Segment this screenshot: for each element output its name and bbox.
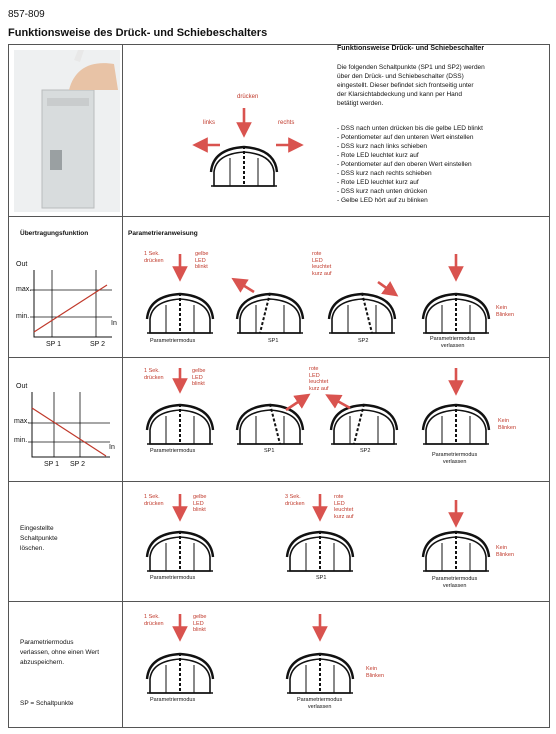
r1-switch-exit — [423, 293, 489, 333]
row3-line: löschen. — [20, 545, 45, 552]
r2-right-arrow — [286, 398, 304, 410]
r3-switch-exit — [423, 531, 489, 571]
label-parametrier: Parametrieranweisung — [128, 230, 198, 237]
r3-sp1-label: SP1 — [316, 575, 327, 581]
r1-switch-mode — [147, 293, 213, 333]
step-item: - Rote LED leuchtet kurz auf — [337, 179, 419, 186]
intro-line: eingestellt. Dieser befindet sich frontseitig unter — [337, 82, 474, 89]
r3-press3-label: 3 Sek. drücken — [285, 494, 305, 507]
graph2-in: In — [109, 444, 115, 451]
r2-press-label: 1 Sek. drücken — [144, 368, 164, 381]
r4-yellow-label: gelbe LED blinkt — [193, 614, 207, 633]
step-item: - Gelbe LED hört auf zu blinken — [337, 197, 428, 204]
r2-sp1-label: SP1 — [264, 448, 275, 454]
intro-line: betätigt werden. — [337, 100, 384, 107]
intro-line: der Klarsichtabdeckung und kann per Hand — [337, 91, 463, 98]
step-item: - Potentiometer auf den oberen Wert einstellen — [337, 161, 472, 168]
graph2-sp2: SP 2 — [70, 461, 86, 468]
r3-noblink-label: Kein Blinken — [496, 545, 515, 558]
r4-noblink-label: Kein Blinken — [366, 666, 385, 679]
r4-mode-label: Parametriermodus — [150, 697, 196, 703]
r4-switch-exit — [287, 653, 353, 693]
step-item: - DSS kurz nach links schieben — [337, 143, 427, 150]
intro-line: Die folgenden Schaltpunkte (SP1 und SP2) werden — [337, 64, 485, 71]
row3-line: Schaltpunkte — [20, 535, 58, 542]
r1-press-label: 1 Sek. drücken — [144, 251, 164, 264]
graph1-sp1: SP 1 — [46, 341, 62, 348]
transfer-graph-rising — [30, 270, 112, 337]
r2-switch-sp2 — [331, 404, 397, 444]
step-item: - Rote LED leuchtet kurz auf — [337, 152, 419, 159]
transfer-graph-falling — [28, 392, 110, 457]
page-title: Funktionsweise des Drück- und Schiebeschalters — [8, 27, 268, 39]
r1-sp1-label: SP1 — [268, 338, 279, 344]
graph1-sp2: SP 2 — [90, 341, 106, 348]
step-item: - DSS kurz nach unten drücken — [337, 188, 428, 195]
r3-mode-label: Parametriermodus — [150, 575, 196, 581]
r1-left-arrow — [238, 282, 254, 292]
r1-red-label: rote LED leuchtet kurz auf — [312, 251, 332, 277]
r1-mode-label: Parametriermodus — [150, 338, 196, 344]
r3-switch-mode — [147, 531, 213, 571]
graph2-out: Out — [16, 383, 28, 390]
r2-sp2-label: SP2 — [360, 448, 371, 454]
article-number: 857-809 — [8, 9, 45, 20]
r3-press-label: 1 Sek. drücken — [144, 494, 164, 507]
step-item: - DSS kurz nach rechts schieben — [337, 170, 432, 177]
label-rechts: rechts — [278, 120, 295, 126]
legend: SP = Schaltpunkte — [20, 700, 74, 707]
row4-line: verlassen, ohne einen Wert — [20, 649, 100, 656]
row3-line: Eingestellte — [20, 525, 54, 532]
graph1-max: max. — [16, 286, 32, 293]
r3-exit-label: Parametriermodus verlassen — [432, 576, 478, 589]
r1-right-arrow — [378, 282, 392, 292]
r1-switch-sp1 — [237, 293, 303, 333]
r2-switch-mode — [147, 404, 213, 444]
r1-switch-sp2 — [329, 293, 395, 333]
r1-sp2-label: SP2 — [358, 338, 369, 344]
graph1-in: In — [111, 320, 117, 327]
r2-switch-sp1 — [237, 404, 303, 444]
r2-yellow-label: gelbe LED blinkt — [192, 368, 206, 387]
step-item: - DSS nach unten drücken bis die gelbe LED blinkt — [337, 125, 483, 132]
r2-switch-exit — [423, 404, 489, 444]
graph1-out: Out — [16, 261, 28, 268]
step-item: - Potentiometer auf den unteren Wert einstellen — [337, 134, 474, 141]
r4-press-label: 1 Sek. drücken — [144, 614, 164, 627]
r2-left-arrow — [332, 398, 350, 408]
r3-red-label: rote LED leuchtet kurz auf — [334, 494, 354, 520]
r2-exit-label: Parametriermodus verlassen — [432, 452, 478, 465]
r2-red-label: rote LED leuchtet kurz auf — [309, 366, 329, 392]
top-heading: Funktionsweise Drück- und Schiebeschalter — [337, 45, 485, 52]
label-uebertragung: Übertragungsfunktion — [20, 230, 89, 237]
graph1-min: min. — [16, 313, 30, 320]
graph2-sp1: SP 1 — [44, 461, 60, 468]
label-druecken: drücken — [237, 94, 259, 100]
graph2-max: max. — [14, 418, 30, 425]
top-switch — [211, 146, 277, 186]
r1-yellow-label: gelbe LED blinkt — [195, 251, 209, 270]
r4-exit-label: Parametriermodus verlassen — [297, 697, 343, 710]
r1-noblink-label: Kein Blinken — [496, 305, 515, 318]
r3-yellow-label: gelbe LED blinkt — [193, 494, 207, 513]
r2-noblink-label: Kein Blinken — [498, 418, 517, 431]
r1-exit-label: Parametriermodus verlassen — [430, 336, 476, 349]
r3-switch-sp1 — [287, 531, 353, 571]
r2-mode-label: Parametriermodus — [150, 448, 196, 454]
graph2-min: min. — [14, 437, 28, 444]
intro-line: über den Drück- und Schiebeschalter (DSS) — [337, 73, 464, 80]
row4-line: Parametriermodus — [20, 639, 74, 646]
row4-line: abzuspeichern. — [20, 659, 65, 666]
label-links: links — [203, 120, 216, 126]
r4-switch-mode — [147, 653, 213, 693]
